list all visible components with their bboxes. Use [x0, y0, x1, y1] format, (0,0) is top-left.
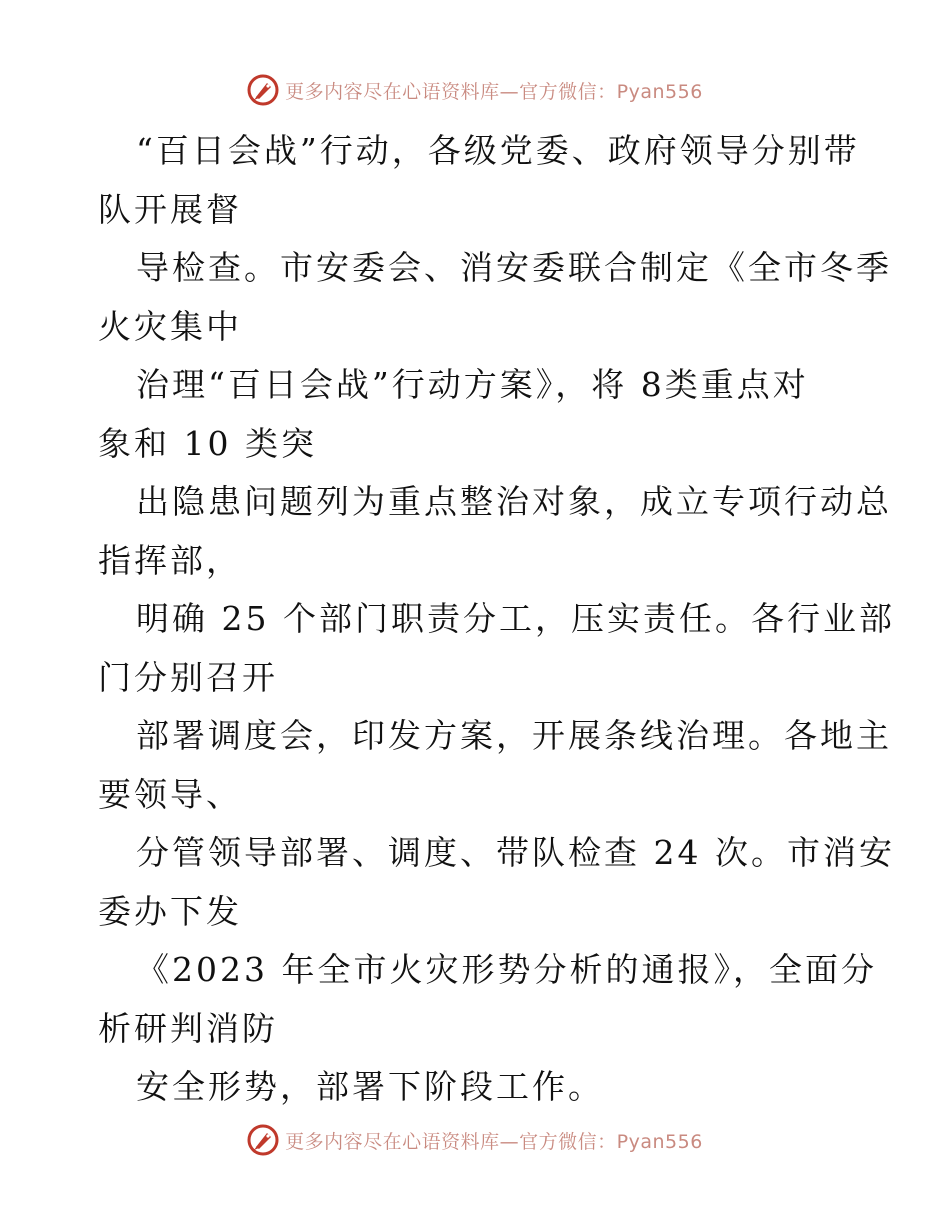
- paragraph: [98, 824, 895, 941]
- paragraph: [98, 941, 877, 1058]
- footer-watermark: [0, 1120, 950, 1160]
- paragraph-line: 火灾集中: [98, 306, 242, 346]
- paragraph: [98, 707, 892, 824]
- pen-nib-logo-icon: [247, 1124, 279, 1156]
- header-watermark: [0, 70, 950, 110]
- paragraph-line: 指挥部，: [98, 540, 242, 580]
- paragraph-line: 出隐患问题列为重点整治对象，成立专项行动总: [136, 482, 892, 521]
- paragraph-line: 治理“百日会战”行动方案》，将 8类重点对: [136, 365, 809, 404]
- paragraph: [98, 590, 895, 707]
- document-body: [98, 122, 895, 1117]
- paragraph-line: 导检查。市安委会、消安委联合制定《全市冬季: [136, 248, 892, 287]
- paragraph-line: 安全形势，部署下阶段工作。: [136, 1067, 604, 1106]
- paragraph: [98, 239, 892, 356]
- paragraph: [98, 1058, 858, 1117]
- paragraph-line: 明确 25 个部门职责分工，压实责任。各行业部: [136, 599, 895, 638]
- watermark-text: 更多内容尽在心语资料库—官方微信：Pyan556: [285, 80, 703, 103]
- paragraph-line: 要领导、: [98, 774, 242, 814]
- paragraph: [98, 356, 858, 473]
- paragraph-line: 委办下发: [98, 891, 242, 931]
- paragraph-line: 《2023 年全市火灾形势分析的通报》，全面分: [136, 950, 877, 989]
- paragraph-line: “百日会战”行动，各级党委、政府领导分别带: [136, 131, 860, 170]
- watermark-text: 更多内容尽在心语资料库—官方微信：Pyan556: [285, 1130, 703, 1153]
- paragraph: [98, 473, 892, 590]
- paragraph-line: 析研判消防: [98, 1008, 278, 1048]
- paragraph-line: 部署调度会，印发方案，开展条线治理。各地主: [136, 716, 892, 755]
- paragraph-line: 门分别召开: [98, 657, 278, 697]
- pen-nib-logo-icon: [247, 74, 279, 106]
- paragraph: [98, 122, 858, 239]
- paragraph-line: 象和 10 类突: [98, 423, 317, 463]
- paragraph-line: 分管领导部署、调度、带队检查 24 次。市消安: [136, 833, 895, 872]
- paragraph-line: 队开展督: [98, 189, 242, 229]
